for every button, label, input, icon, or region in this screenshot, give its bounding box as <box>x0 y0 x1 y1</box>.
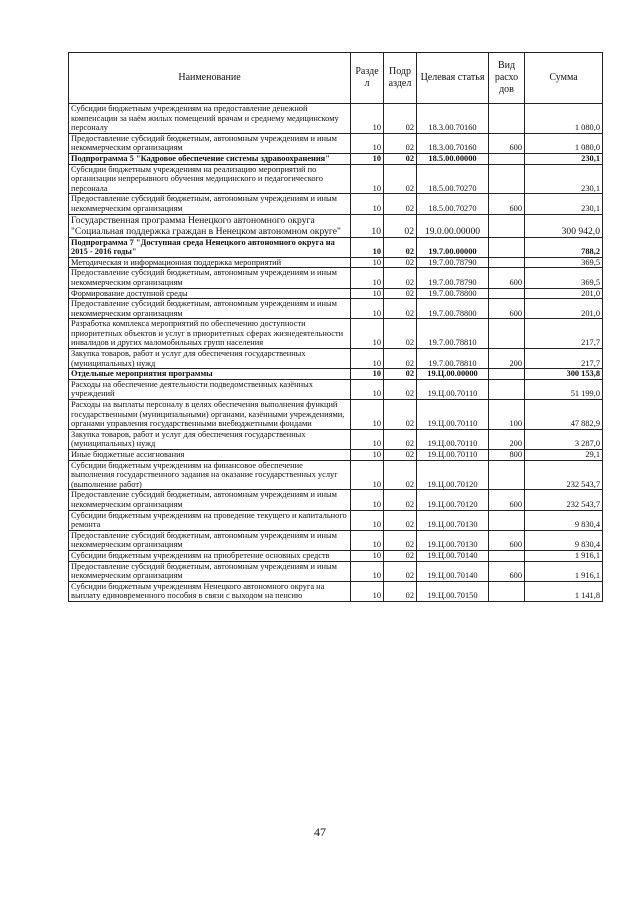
sum-cell: 369,5 <box>525 268 603 288</box>
target-cell: 19.Ц.00.70130 <box>417 530 489 550</box>
sum-cell: 217,7 <box>525 349 603 369</box>
sum-cell: 369,5 <box>525 257 603 268</box>
table-row <box>69 214 603 237</box>
name-cell: Иные бюджетные ассигнования <box>69 450 351 461</box>
subsection-cell: 02 <box>384 319 417 349</box>
table-row <box>69 319 603 349</box>
table-row <box>69 429 603 449</box>
name-cell: Подпрограмма 5 "Кадровое обеспечение системы здравоохранения" <box>69 153 351 164</box>
target-cell: 19.Ц.00.70120 <box>417 460 489 490</box>
table-row <box>69 133 603 153</box>
sum-cell: 232 543,7 <box>525 490 603 510</box>
subsection-cell: 02 <box>384 510 417 530</box>
col-subsection-header: Подр аздел <box>384 53 417 104</box>
sum-cell: 1 080,0 <box>525 133 603 153</box>
sum-cell: 3 287,0 <box>525 429 603 449</box>
target-cell: 19.7.00.78810 <box>417 319 489 349</box>
name-cell: Предоставление субсидий бюджетным, автономным учреждениям и иным некоммерческим организациям <box>69 268 351 288</box>
section-cell: 10 <box>351 561 384 581</box>
exptype-cell <box>489 214 525 237</box>
target-cell: 19.Ц.00.70120 <box>417 490 489 510</box>
section-cell: 10 <box>351 379 384 399</box>
exptype-cell: 600 <box>489 561 525 581</box>
exptype-cell <box>489 257 525 268</box>
exptype-cell: 600 <box>489 268 525 288</box>
exptype-cell: 600 <box>489 194 525 214</box>
name-cell: Предоставление субсидий бюджетным, автономным учреждениям и иным некоммерческим организациям <box>69 530 351 550</box>
exptype-cell: 600 <box>489 133 525 153</box>
sum-cell: 300 942,0 <box>525 214 603 237</box>
target-cell: 19.Ц.00.70110 <box>417 429 489 449</box>
subsection-cell: 02 <box>384 581 417 601</box>
target-cell: 18.5.00.70270 <box>417 194 489 214</box>
subsection-cell: 02 <box>384 104 417 134</box>
exptype-cell: 800 <box>489 450 525 461</box>
name-cell: Подпрограмма 7 "Доступная среда Ненецкого автономного округа на 2015 - 2016 годы" <box>69 237 351 257</box>
target-cell: 18.3.00.70160 <box>417 104 489 134</box>
section-cell: 10 <box>351 257 384 268</box>
table-row <box>69 153 603 164</box>
name-cell: Предоставление субсидий бюджетным, автономным учреждениям и иным некоммерческим организациям <box>69 490 351 510</box>
subsection-cell: 02 <box>384 369 417 380</box>
target-cell: 19.7.00.78800 <box>417 288 489 299</box>
name-cell: Закупка товаров, работ и услуг для обеспечения государственных (муниципальных) нужд <box>69 349 351 369</box>
section-cell: 10 <box>351 550 384 561</box>
sum-cell: 201,0 <box>525 299 603 319</box>
table-row <box>69 369 603 380</box>
exptype-cell <box>489 379 525 399</box>
table-row <box>69 268 603 288</box>
name-cell: Субсидии бюджетным учреждениям Ненецкого автономного округа на выплату единовременного пособия в связи с выходом на пенсию <box>69 581 351 601</box>
sum-cell: 47 882,9 <box>525 400 603 430</box>
subsection-cell: 02 <box>384 288 417 299</box>
table-row <box>69 288 603 299</box>
table-row <box>69 379 603 399</box>
col-target-header: Целевая статья <box>417 53 489 104</box>
name-cell: Государственная программа Ненецкого автономного округа "Социальная поддержка граждан в Ненецком автономном округе" <box>69 214 351 237</box>
table-row <box>69 460 603 490</box>
table-row <box>69 490 603 510</box>
target-cell: 18.5.00.00000 <box>417 153 489 164</box>
sum-cell: 9 830,4 <box>525 510 603 530</box>
subsection-cell: 02 <box>384 490 417 510</box>
name-cell: Закупка товаров, работ и услуг для обеспечения государственных (муниципальных) нужд <box>69 429 351 449</box>
target-cell: 19.Ц.00.70140 <box>417 561 489 581</box>
table-row <box>69 581 603 601</box>
section-cell: 10 <box>351 153 384 164</box>
name-cell: Расходы на выплаты персоналу в целях обеспечения выполнения функций государственными (муниципальными) органами, казёнными учреждениями, органами управления государственными внебюджетными фондами <box>69 400 351 430</box>
name-cell: Субсидии бюджетным учреждениям на предоставление денежной компенсации за наём жилых помещений врачам и среднему медицинскому персоналу <box>69 104 351 134</box>
table-header <box>69 53 603 104</box>
section-cell: 10 <box>351 369 384 380</box>
budget-table <box>68 52 603 602</box>
subsection-cell: 02 <box>384 237 417 257</box>
subsection-cell: 02 <box>384 299 417 319</box>
table-row <box>69 257 603 268</box>
name-cell: Субсидии бюджетным учреждениям на проведение текущего и капитального ремонта <box>69 510 351 530</box>
section-cell: 10 <box>351 450 384 461</box>
section-cell: 10 <box>351 510 384 530</box>
exptype-cell <box>489 164 525 194</box>
subsection-cell: 02 <box>384 429 417 449</box>
exptype-cell <box>489 237 525 257</box>
exptype-cell: 100 <box>489 400 525 430</box>
sum-cell: 1 916,1 <box>525 561 603 581</box>
sum-cell: 788,2 <box>525 237 603 257</box>
name-cell: Предоставление субсидий бюджетным, автономным учреждениям и иным некоммерческим организациям <box>69 561 351 581</box>
sum-cell: 230,1 <box>525 153 603 164</box>
target-cell: 19.7.00.78810 <box>417 349 489 369</box>
exptype-cell <box>489 460 525 490</box>
exptype-cell <box>489 550 525 561</box>
table-row <box>69 237 603 257</box>
exptype-cell: 200 <box>489 349 525 369</box>
sum-cell: 300 153,8 <box>525 369 603 380</box>
exptype-cell: 600 <box>489 490 525 510</box>
target-cell: 19.Ц.00.70110 <box>417 400 489 430</box>
name-cell: Формирование доступной среды <box>69 288 351 299</box>
section-cell: 10 <box>351 237 384 257</box>
sum-cell: 1 141,8 <box>525 581 603 601</box>
section-cell: 10 <box>351 530 384 550</box>
section-cell: 10 <box>351 133 384 153</box>
subsection-cell: 02 <box>384 550 417 561</box>
table-row <box>69 349 603 369</box>
exptype-cell: 200 <box>489 429 525 449</box>
section-cell: 10 <box>351 319 384 349</box>
section-cell: 10 <box>351 349 384 369</box>
subsection-cell: 02 <box>384 530 417 550</box>
table-body <box>69 104 603 602</box>
table-row <box>69 530 603 550</box>
sum-cell: 1 916,1 <box>525 550 603 561</box>
exptype-cell <box>489 319 525 349</box>
exptype-cell <box>489 104 525 134</box>
section-cell: 10 <box>351 268 384 288</box>
target-cell: 19.7.00.78800 <box>417 299 489 319</box>
sum-cell: 230,1 <box>525 164 603 194</box>
section-cell: 10 <box>351 194 384 214</box>
name-cell: Предоставление субсидий бюджетным, автономным учреждениям и иным некоммерческим организациям <box>69 133 351 153</box>
subsection-cell: 02 <box>384 164 417 194</box>
target-cell: 19.7.00.78790 <box>417 257 489 268</box>
target-cell: 19.0.00.00000 <box>417 214 489 237</box>
name-cell: Отдельные мероприятия программы <box>69 369 351 380</box>
sum-cell: 51 199,0 <box>525 379 603 399</box>
target-cell: 19.Ц.00.70150 <box>417 581 489 601</box>
subsection-cell: 02 <box>384 460 417 490</box>
subsection-cell: 02 <box>384 153 417 164</box>
exptype-cell: 600 <box>489 530 525 550</box>
col-exptype-header: Вид расхо дов <box>489 53 525 104</box>
name-cell: Предоставление субсидий бюджетным, автономным учреждениям и иным некоммерческим организациям <box>69 194 351 214</box>
sum-cell: 232 543,7 <box>525 460 603 490</box>
section-cell: 10 <box>351 299 384 319</box>
target-cell: 19.Ц.00.70110 <box>417 450 489 461</box>
exptype-cell: 600 <box>489 299 525 319</box>
col-section-header: Разде л <box>351 53 384 104</box>
subsection-cell: 02 <box>384 400 417 430</box>
subsection-cell: 02 <box>384 561 417 581</box>
subsection-cell: 02 <box>384 450 417 461</box>
table-row <box>69 450 603 461</box>
section-cell: 10 <box>351 581 384 601</box>
name-cell: Субсидии бюджетным учреждениям на приобретение основных средств <box>69 550 351 561</box>
section-cell: 10 <box>351 104 384 134</box>
section-cell: 10 <box>351 164 384 194</box>
target-cell: 19.Ц.00.70110 <box>417 379 489 399</box>
subsection-cell: 02 <box>384 214 417 237</box>
target-cell: 19.Ц.00.00000 <box>417 369 489 380</box>
target-cell: 18.3.00.70160 <box>417 133 489 153</box>
target-cell: 19.7.00.00000 <box>417 237 489 257</box>
table-row <box>69 510 603 530</box>
table-row <box>69 104 603 134</box>
name-cell: Расходы на обеспечение деятельности подведомственных казённых учреждений <box>69 379 351 399</box>
target-cell: 19.Ц.00.70130 <box>417 510 489 530</box>
subsection-cell: 02 <box>384 133 417 153</box>
section-cell: 10 <box>351 490 384 510</box>
section-cell: 10 <box>351 460 384 490</box>
exptype-cell <box>489 581 525 601</box>
name-cell: Методическая и информационная поддержка мероприятий <box>69 257 351 268</box>
table-row <box>69 550 603 561</box>
col-name-header: Наименование <box>69 53 351 104</box>
name-cell: Предоставление субсидий бюджетным, автономным учреждениям и иным некоммерческим организациям <box>69 299 351 319</box>
table-row <box>69 164 603 194</box>
sum-cell: 9 830,4 <box>525 530 603 550</box>
subsection-cell: 02 <box>384 257 417 268</box>
section-cell: 10 <box>351 429 384 449</box>
exptype-cell <box>489 153 525 164</box>
table-row <box>69 194 603 214</box>
sum-cell: 1 080,0 <box>525 104 603 134</box>
page-number: 47 <box>314 825 326 839</box>
sum-cell: 217,7 <box>525 319 603 349</box>
subsection-cell: 02 <box>384 349 417 369</box>
name-cell: Разработка комплекса мероприятий по обеспечению доступности приоритетных объектов и услуг в приоритетных сферах жизнедеятельности инвалидов и других маломобильных групп населения <box>69 319 351 349</box>
sum-cell: 230,1 <box>525 194 603 214</box>
table-row <box>69 400 603 430</box>
col-sum-header: Сумма <box>525 53 603 104</box>
subsection-cell: 02 <box>384 379 417 399</box>
section-cell: 10 <box>351 400 384 430</box>
target-cell: 19.Ц.00.70140 <box>417 550 489 561</box>
table-row <box>69 561 603 581</box>
exptype-cell <box>489 510 525 530</box>
sum-cell: 29,1 <box>525 450 603 461</box>
subsection-cell: 02 <box>384 268 417 288</box>
subsection-cell: 02 <box>384 194 417 214</box>
target-cell: 19.7.00.78790 <box>417 268 489 288</box>
section-cell: 10 <box>351 214 384 237</box>
name-cell: Субсидии бюджетным учреждениям на реализацию мероприятий по организации непрерывного обучения медицинского и педагогического персонала <box>69 164 351 194</box>
exptype-cell <box>489 369 525 380</box>
exptype-cell <box>489 288 525 299</box>
table-row <box>69 299 603 319</box>
sum-cell: 201,0 <box>525 288 603 299</box>
section-cell: 10 <box>351 288 384 299</box>
name-cell: Субсидии бюджетным учреждениям на финансовое обеспечение выполнения государственного задания на оказание государственных услуг (выполнение работ) <box>69 460 351 490</box>
target-cell: 18.5.00.70270 <box>417 164 489 194</box>
